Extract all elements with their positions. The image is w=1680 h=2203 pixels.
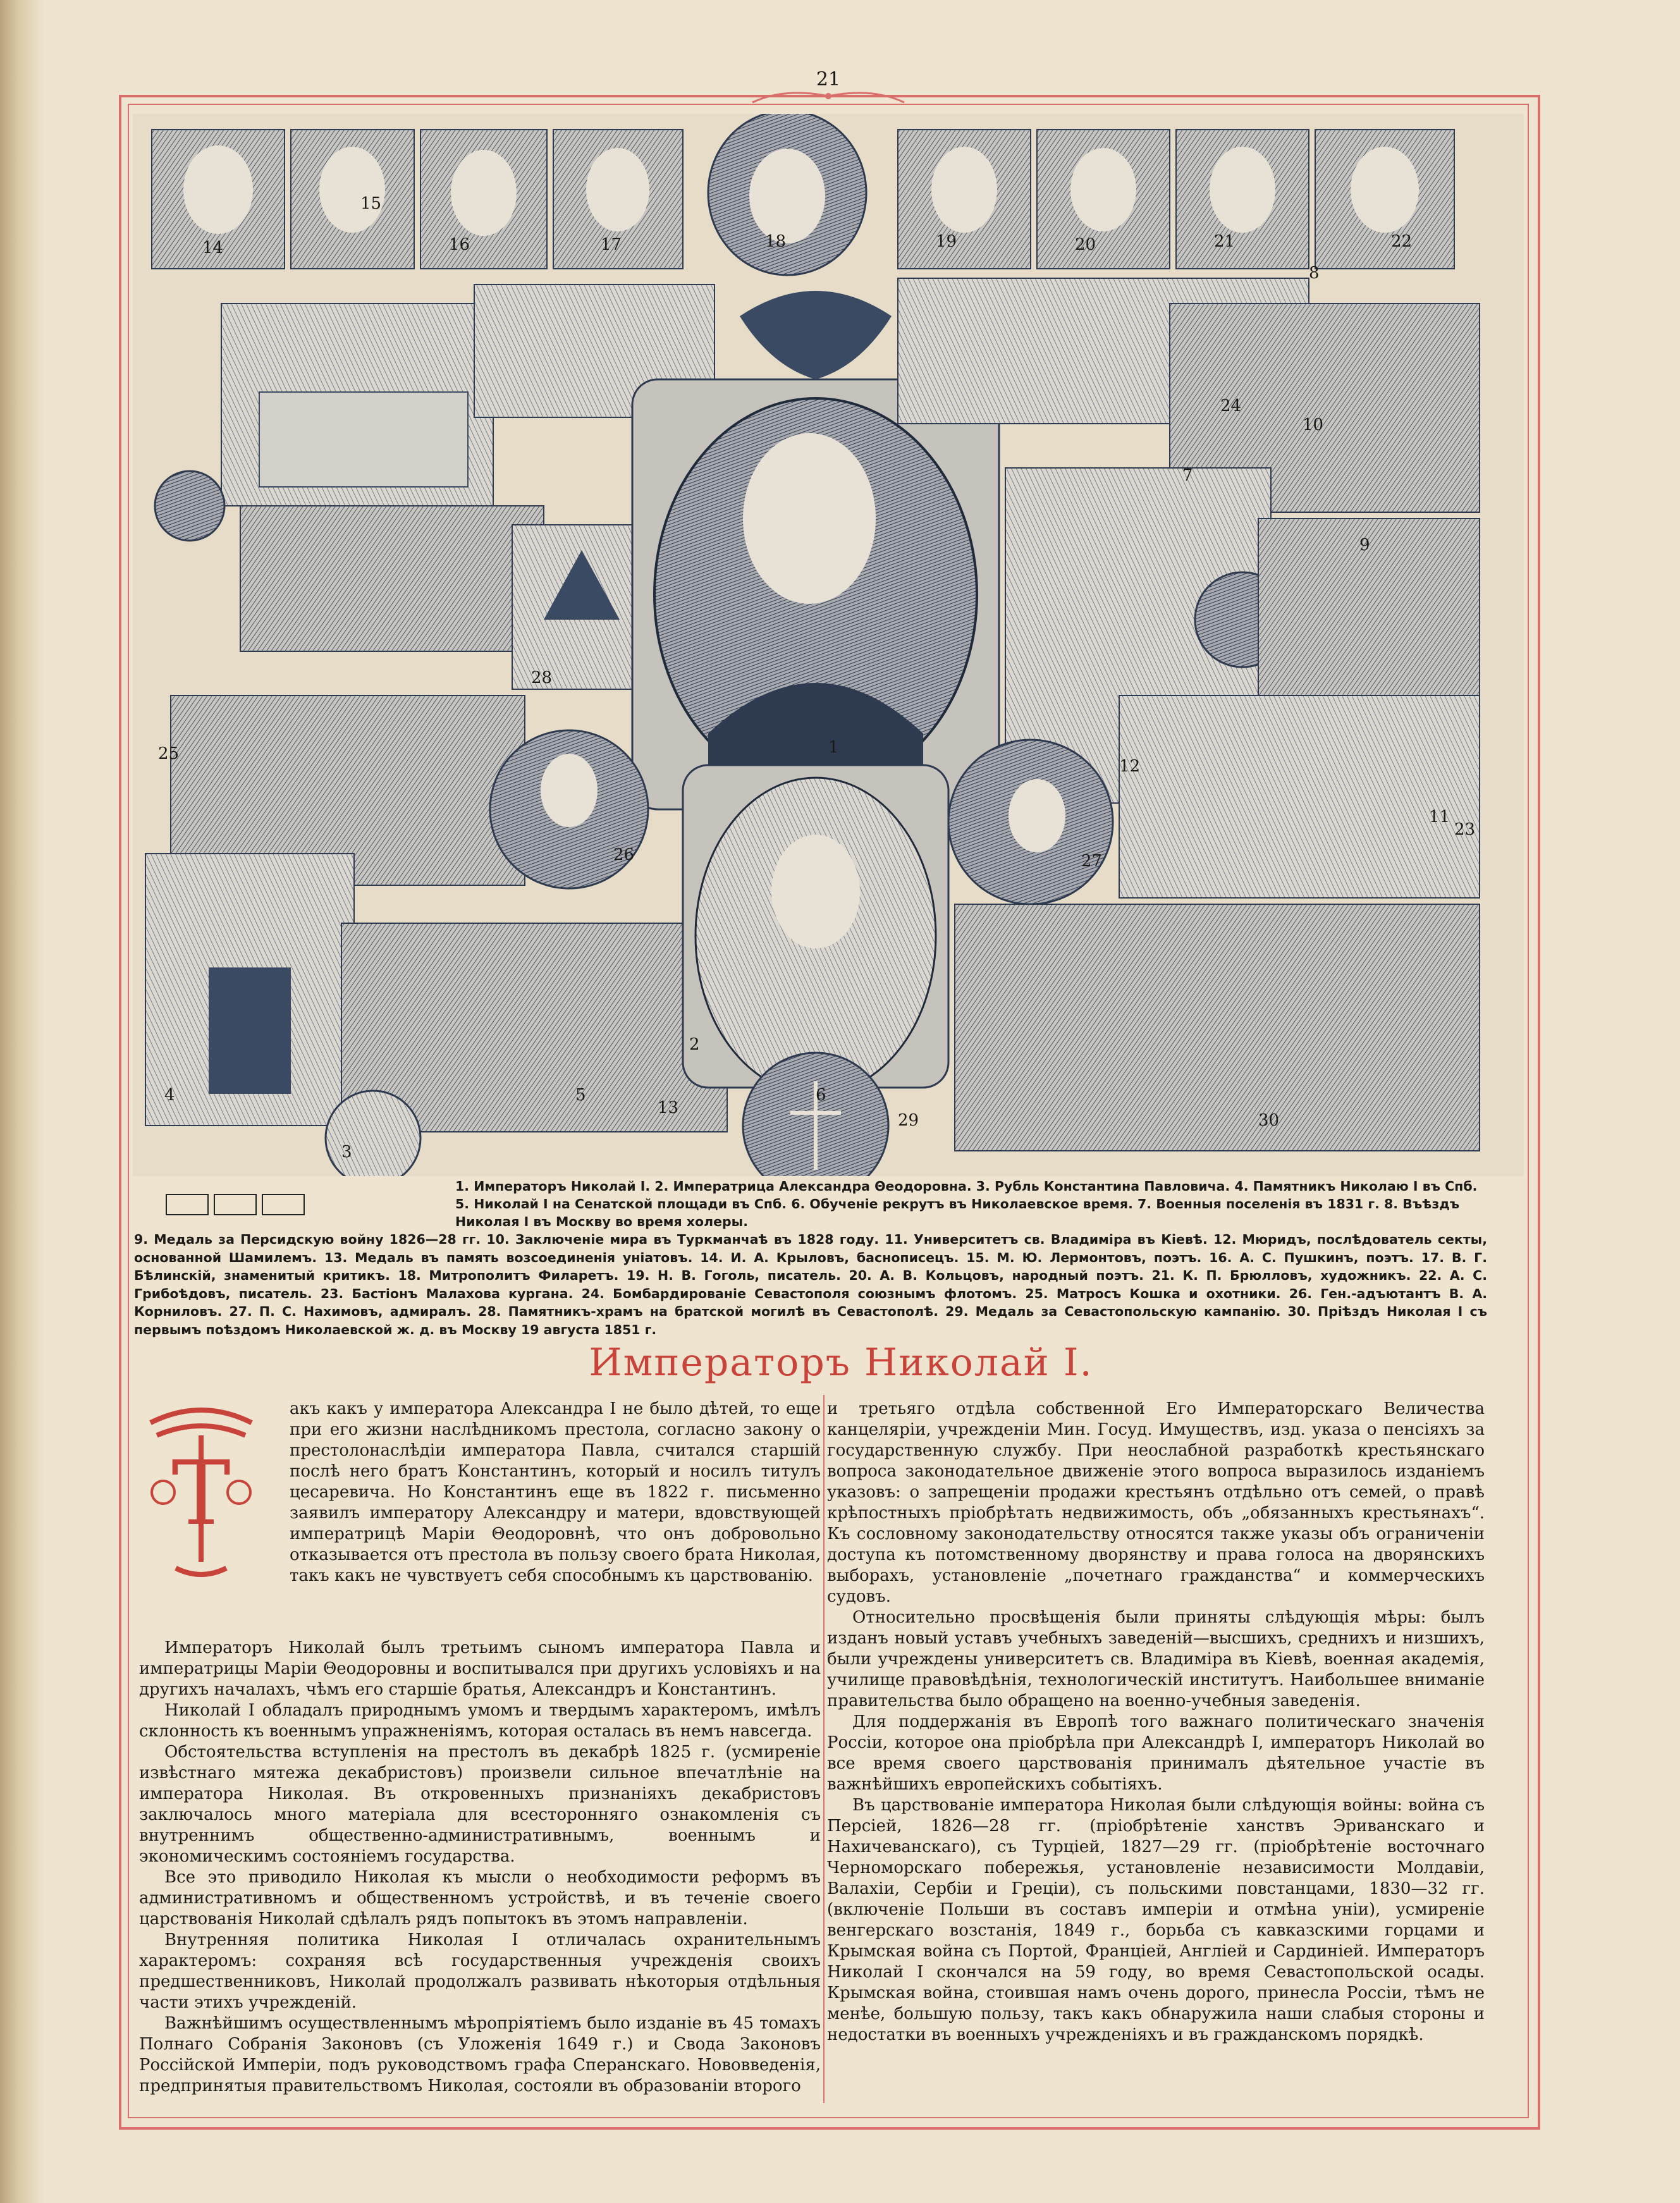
scene-chapel (512, 525, 651, 689)
figure-number: 7 (1182, 466, 1193, 485)
collage-engravings (133, 114, 1524, 1176)
figure-number: 29 (898, 1111, 919, 1130)
paragraph: Въ царствованіе императора Николая были слѣдующія войны: война съ Персіей, 1826—28 гг. (пріобрѣтеніе ханствъ Эриванскаго и Нахичеванскаго), съ Турціей, 1827—29 гг. (пріобрѣтеніе восточнаго Черноморскаго побережья, установленіе независимости Молдавіи, Валахіи, Сербіи и Греціи), съ польскими повстанцами, 1830—32 гг. (включеніе Польши въ составъ имперіи и отмѣна уніи), усмиреніе венгерскаго возстанія, 1849 г., борьба съ кавказскими горцами и Крымская война съ Портой, Франціей, Англіей и Сардиніей. Императоръ Николай I скончался на 59 году, во время Севастопольской осады. Крымская война, стоившая намъ очень дорого, принесла Россіи, тѣмъ не менѣе, большую пользу, такъ какъ обнаружила наши слабыя стороны и недостатки въ военныхъ учрежденіяхъ и въ гражданскомъ порядкѣ. (827, 1796, 1485, 2044)
scene-railway-arrival (955, 904, 1480, 1151)
article-title: Императоръ Николай I. (589, 1341, 1093, 1385)
paragraph: Для поддержанія въ Европѣ того важнаго политическаго значенія Россіи, которое она пріобрѣла при Александрѣ I, императоръ Николай во все время своего царствованія принималъ дѣятельное участіе въ важнѣйшихъ европейскихъ событіяхъ. (827, 1712, 1485, 1794)
figure-number: 12 (1119, 757, 1141, 776)
paragraph: Относительно просвѣщенія были приняты слѣдующія мѣры: былъ изданъ новый уставъ учебныхъ заведеній—высшихъ, среднихъ и низшихъ, были учреждены университетъ св. Владиміра въ Кіевѣ, военная академія, училище правовѣдѣнія, технологическій институтъ. Наибольшее вниманіе правительства было обращено на военно-учебныя заведенія. (827, 1608, 1485, 1710)
caption-body: 9. Медаль за Персидскую войну 1826—28 гг. 10. Заключеніе мира въ Туркманчаѣ въ 1828 году. 11. Университетъ св. Владиміра въ Кіевѣ. 12. Мюридъ, послѣдователь секты, основанной Шамилемъ. 13. Медаль въ память возсоединенія уніатовъ. 14. И. А. Крыловъ, баснописецъ. 15. М. Ю. Лермонтовъ, поэтъ. 16. А. С. Пушкинъ, поэтъ. 17. В. Г. Бѣлинскій, знаменитый критикъ. 18. Митрополитъ Филаретъ. 19. Н. В. Гоголь, писатель. 20. А. В. Кольцовъ, народный поэтъ. 21. К. П. Брюлловъ, художникъ. 22. А. С. Грибоѣдовъ, писатель. 23. Бастіонъ Малахова кургана. 24. Бомбардированіе Севастополя союзнымъ флотомъ. 25. Матросъ Кошка и охотники. 26. Ген.-адъютантъ В. А. Корниловъ. 27. П. С. Нахимовъ, адмиралъ. 28. Памятникъ-храмъ на братской могилѣ въ Севастополѣ. 29. Медаль за Севастопольскую кампанію. 30. Пріѣздъ Николая I съ первымъ поѣздомъ Николаевской ж. д. въ Москву 19 августа 1851 г. (134, 1232, 1487, 1337)
paragraph: Николай I обладалъ природнымъ умомъ и твердымъ характеромъ, имѣлъ склонность къ военнымъ упражненіямъ, которая осталась въ немъ навсегда. (139, 1701, 821, 1741)
legend-symbol-3 (262, 1194, 305, 1215)
paragraph: Важнѣйшимъ осуществленнымъ мѣропріятіемъ было изданіе въ 45 томахъ Полнаго Собранія Законовъ (съ Уложенія 1649 г.) и Свода Законовъ Россійской Имперіи, подъ руководствомъ графа Сперанскаго. Нововведенія, предпринятыя правительствомъ Николая, состояли въ образованіи второго (139, 2014, 821, 2096)
figure-number: 13 (658, 1098, 679, 1117)
portrait-kornilov (490, 730, 648, 888)
paragraph: Обстоятельства вступленія на престолъ въ декабрѣ 1825 г. (усмиреніе извѣстнаго мятежа декабристовъ) произвели сильное впечатлѣніе на императора Николая. Въ откровенныхъ признаніяхъ декабристовъ заключалось много матеріала для всесторонняго ознакомленія съ внутреннимъ общественно-административнымъ, военнымъ и экономическимъ состояніемъ государства. (139, 1743, 821, 1866)
paragraph: Внутренняя политика Николая I отличалась охранительнымъ характеромъ: сохраняя всѣ государственныя учрежденія своихъ предшественниковъ, Николай продолжалъ развивать нѣкоторыя отдѣльныя части этихъ учрежденій. (139, 1930, 821, 2012)
figure-number: 21 (1214, 232, 1235, 251)
figure-number: 18 (765, 232, 787, 251)
double-headed-eagle (740, 291, 892, 379)
scene-malakhov-bastion (1119, 696, 1480, 898)
dropcap-letter: Т (171, 1442, 231, 1545)
article-column-left (139, 1638, 821, 2097)
figure-number: 30 (1258, 1111, 1280, 1130)
figure-number: 22 (1391, 232, 1413, 251)
dropcap-ornament (138, 1397, 264, 1587)
caption-head: 1. Императоръ Николай I. 2. Императрица Александра Θеодоровна. 3. Рубль Константина Павловича. 4. Памятникъ Николаю I въ Спб. 5. Николай I на Сенатской площади въ Спб. 6. Обученіе рекрутъ въ Николаевское время. 7. Военныя поселенія въ 1831 г. 8. Въѣздъ Николая I въ Москву во время холеры. (455, 1179, 1478, 1229)
figure-number: 2 (689, 1035, 700, 1054)
paragraph: Императоръ Николай былъ третьимъ сыномъ императора Павла и императрицы Маріи Θеодоровны и воспитывался при другихъ условіяхъ и на другихъ началахъ, чѣмъ его старшіе братья, Александръ и Константинъ. (139, 1638, 821, 1699)
paragraph: и третьяго отдѣла собственной Его Императорскаго Величества канцеляріи, учрежденіи Мин. Госуд. Имуществъ, изд. указа о пенсіяхъ за государственную службу. При неослабной разработкѣ крестьянскаго вопроса законодательное движеніе этого вопроса выразилось изданіемъ указовъ: о запрещеніи продажи крестьянъ отдѣльно отъ семей, о правѣ крѣпостныхъ пріобрѣтать недвижимость, объ „обязанныхъ крестьянахъ“. Къ сословному законодательству относятся также указы объ ограниченіи доступа къ потомственному дворянству и права голоса на дворянскихъ выборахъ, установленіе „почетнаго гражданства“ и коммерческихъ судовъ. (827, 1399, 1485, 1606)
figure-number: 6 (816, 1086, 826, 1105)
figure-number: 4 (164, 1086, 175, 1105)
article-column-right (827, 1399, 1485, 2046)
monument-nicholas (145, 854, 354, 1126)
medal-left (155, 471, 224, 541)
figure-number: 10 (1303, 415, 1324, 434)
paragraph: Все это приводило Николая къ мысли о необходимости реформъ въ административномъ и общественномъ устройствѣ, и въ теченіе своего царствованія Николай сдѣлалъ рядъ попытокъ въ этомъ направленіи. (139, 1868, 821, 1929)
page-binding-edge (0, 0, 44, 2203)
figure-number: 5 (575, 1086, 586, 1105)
portrait-nicholas-i (632, 379, 999, 809)
figure-number: 11 (1429, 807, 1450, 826)
portrait-empress (683, 765, 948, 1094)
figure-number: 25 (158, 744, 180, 763)
scene-university (221, 304, 493, 506)
figure-number: 28 (531, 668, 553, 687)
article-opening-paragraph (290, 1399, 821, 1586)
page-number: 21 (816, 68, 841, 90)
figure-number: 9 (1359, 536, 1370, 555)
figure-number: 1 (828, 738, 839, 757)
coin-ruble-constantine (326, 1091, 420, 1176)
figure-number: 20 (1075, 235, 1096, 254)
figure-number: 27 (1081, 852, 1103, 871)
legend-symbols (166, 1194, 305, 1215)
legend-symbol-1 (166, 1194, 209, 1215)
figure-number: 8 (1309, 264, 1320, 283)
figure-number: 17 (601, 235, 622, 254)
legend-symbol-2 (214, 1194, 257, 1215)
figure-number: 15 (360, 194, 382, 213)
scene-recruits (240, 506, 544, 651)
column-divider (823, 1395, 825, 2103)
portrait-row-top (152, 114, 1454, 275)
figure-number: 16 (449, 235, 470, 254)
figure-number: 19 (936, 232, 957, 251)
figure-number: 3 (341, 1143, 352, 1162)
portrait-nakhimov (948, 740, 1113, 904)
figure-number: 24 (1220, 396, 1242, 415)
illustration-collage (133, 114, 1524, 1176)
paragraph: акъ какъ у императора Александра I не было дѣтей, то еще при его жизни наслѣдникомъ престола, согласно закону о престолонаслѣдіи императора Павла, считался старшій послѣ него братъ Константинъ, который и носилъ титулъ цесаревича. Но Константинъ еще въ 1822 г. письменно заявилъ императору Александру и матери, вдовствующей императрицѣ Маріи Θеодоровнѣ, что онъ добровольно отказывается отъ престола въ пользу своего брата Николая, такъ какъ не чувствуетъ себя способнымъ къ царствованію. (290, 1399, 821, 1585)
figure-number: 23 (1454, 820, 1476, 839)
figure-number: 14 (202, 238, 224, 257)
figure-number: 26 (613, 845, 635, 864)
